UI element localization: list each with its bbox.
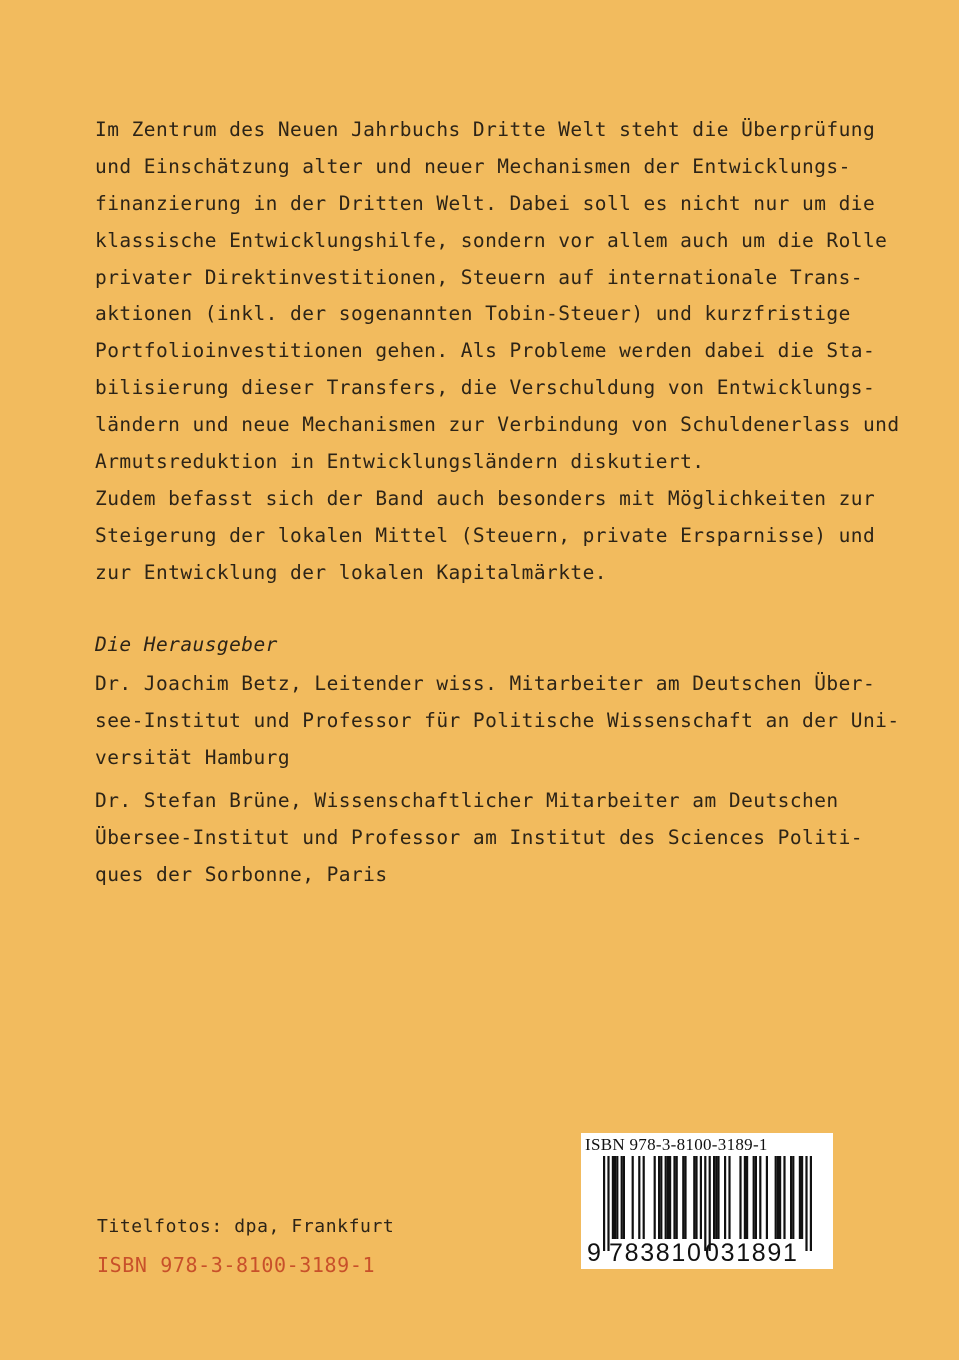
blurb-line: aktionen (inkl. der sogenannten Tobin-Steuer) und kurzfristige: [95, 302, 851, 326]
barcode-bar: [695, 1156, 697, 1239]
back-cover-blurb: [95, 112, 900, 592]
barcode-guard-bar: [704, 1156, 706, 1251]
editors-heading: Die Herausgeber: [95, 633, 278, 656]
barcode-bar: [779, 1156, 781, 1239]
barcode-bar: [783, 1156, 785, 1239]
isbn-barcode: [581, 1133, 833, 1269]
barcode-bar: [614, 1156, 616, 1239]
isbn-number: ISBN 978-3-8100-3189-1: [97, 1253, 376, 1277]
blurb-line: Zudem befasst sich der Band auch besonders mit Möglichkeiten zur: [95, 486, 876, 510]
barcode-guard-bar: [805, 1156, 807, 1251]
barcode-bar: [717, 1156, 719, 1239]
barcode-bar: [775, 1156, 777, 1239]
barcode-guard-bar: [709, 1156, 711, 1251]
barcode-bar: [623, 1156, 625, 1239]
barcode-bar: [715, 1156, 717, 1239]
barcode-bar: [755, 1156, 757, 1239]
editor-bio-line: Dr. Stefan Brüne, Wissenschaftlicher Mitarbeiter am Deutschen: [95, 789, 839, 812]
barcode-bar: [669, 1156, 671, 1239]
barcode-bar: [673, 1156, 675, 1239]
barcode-bar: [643, 1156, 645, 1239]
barcode-bar: [700, 1156, 702, 1239]
barcode-bar: [665, 1156, 667, 1239]
barcode-bar: [799, 1156, 801, 1239]
barcode-guard-bar: [603, 1156, 605, 1251]
barcode-bar: [638, 1156, 640, 1239]
editor-bio-bruene: [95, 783, 863, 894]
barcode-guard-bar: [810, 1156, 812, 1251]
barcode-guard-bar: [607, 1156, 609, 1251]
editor-bio-line: Übersee-Institut und Professor am Institut des Sciences Politi-: [95, 825, 863, 849]
editor-bio-betz: [95, 666, 900, 777]
barcode-bar: [744, 1156, 746, 1239]
barcode-digit-first: 9: [587, 1239, 601, 1267]
barcode-bar: [728, 1156, 730, 1239]
photo-credits: Titelfotos: dpa, Frankfurt: [97, 1216, 395, 1237]
blurb-line: Portfolioinvestitionen gehen. Als Probleme werden dabei die Sta-: [95, 339, 876, 363]
barcode-digits-left: 783810: [609, 1239, 703, 1267]
barcode-bar: [684, 1156, 686, 1239]
barcode-bar: [739, 1156, 741, 1239]
editor-bio-line: ques der Sorbonne, Paris: [95, 862, 388, 886]
barcode-bar: [753, 1156, 755, 1239]
barcode-bar: [654, 1156, 656, 1239]
blurb-line: zur Entwicklung der lokalen Kapitalmärkte.: [95, 560, 607, 584]
blurb-line: bilisierung dieser Transfers, die Verschuldung von Entwicklungs-: [95, 376, 876, 400]
editor-bio-line: versität Hamburg: [95, 745, 291, 769]
blurb-line: finanzierung in der Dritten Welt. Dabei soll es nicht nur um die: [95, 191, 876, 215]
barcode-bar: [632, 1156, 634, 1239]
barcode-bar: [724, 1156, 726, 1239]
blurb-line: Steigerung der lokalen Mittel (Steuern, private Ersparnisse) und: [95, 523, 876, 547]
barcode-bar: [682, 1156, 684, 1239]
barcode-bar: [792, 1156, 794, 1239]
blurb-line: und Einschätzung alter und neuer Mechanismen der Entwicklungs-: [95, 154, 851, 178]
barcode-bar: [713, 1156, 715, 1239]
barcode-bar: [777, 1156, 779, 1239]
blurb-line: klassische Entwicklungshilfe, sondern vor allem auch um die Rolle: [95, 228, 888, 252]
editor-bio-line: see-Institut und Professor für Politische Wissenschaft an der Uni-: [95, 708, 900, 732]
barcode-digits-right: 031891: [705, 1239, 799, 1267]
barcode-bar: [616, 1156, 618, 1239]
barcode-bar: [801, 1156, 803, 1239]
barcode-bar: [790, 1156, 792, 1239]
barcode-isbn-label: ISBN 978-3-8100-3189-1: [585, 1135, 768, 1154]
barcode-bar: [667, 1156, 669, 1239]
barcode-bar: [621, 1156, 623, 1239]
barcode-bar: [612, 1156, 614, 1239]
barcode-bar: [746, 1156, 748, 1239]
editor-bio-line: Dr. Joachim Betz, Leitender wiss. Mitarbeiter am Deutschen Über-: [95, 672, 876, 695]
barcode-digits: [581, 1239, 833, 1269]
barcode-bar: [676, 1156, 678, 1239]
blurb-line: privater Direktinvestitionen, Steuern auf internationale Trans-: [95, 265, 863, 289]
blurb-line: Armutsreduktion in Entwicklungsländern diskutiert.: [95, 450, 705, 474]
blurb-line: Im Zentrum des Neuen Jahrbuchs Dritte Welt steht die Überprüfung: [95, 118, 876, 141]
barcode-bar: [693, 1156, 695, 1239]
barcode-bar: [658, 1156, 660, 1239]
barcode-bar: [759, 1156, 761, 1239]
barcode-bar: [660, 1156, 662, 1239]
blurb-line: ländern und neue Mechanismen zur Verbindung von Schuldenerlass und: [95, 413, 900, 437]
barcode-bar: [766, 1156, 768, 1239]
